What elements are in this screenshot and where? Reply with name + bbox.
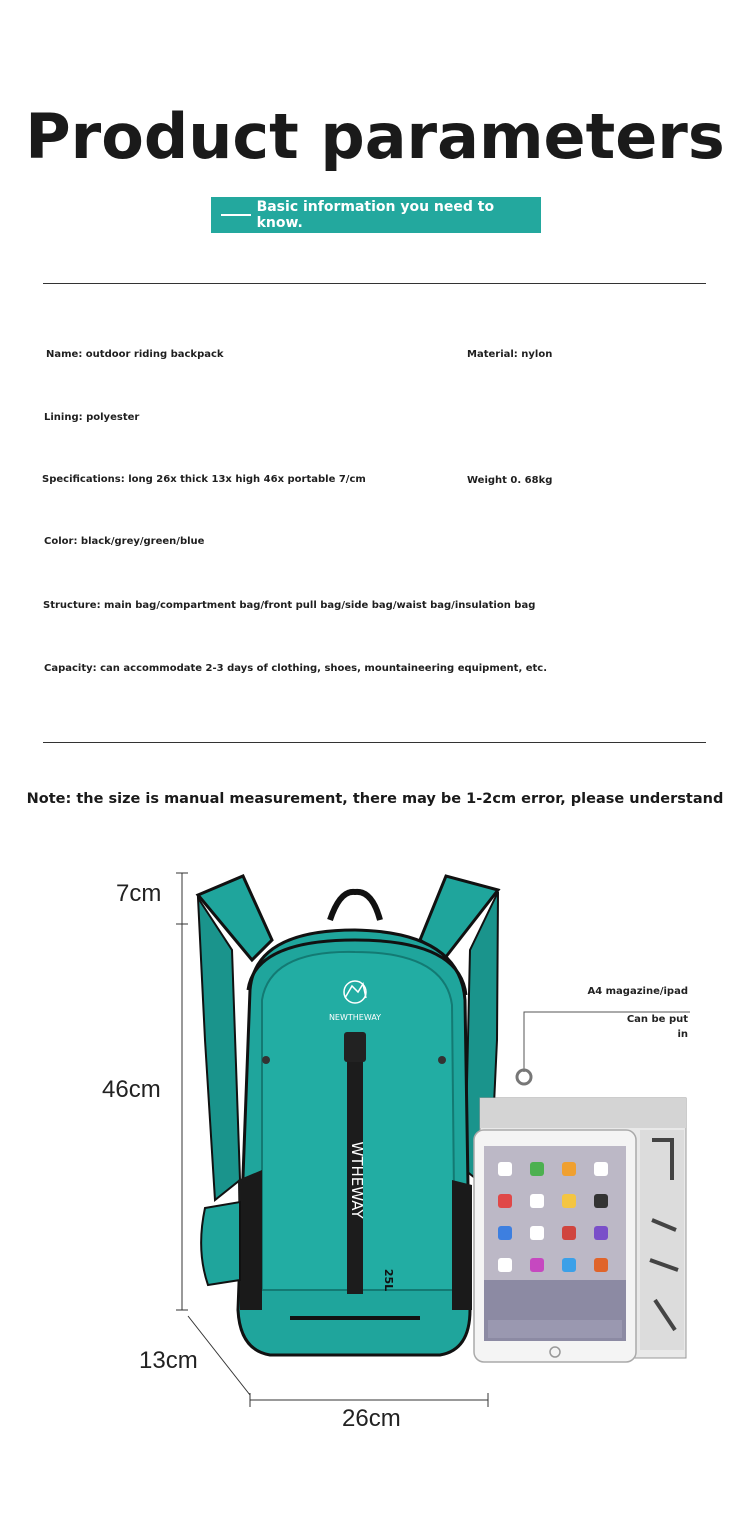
dimension-thickness-label: 13cm bbox=[139, 1347, 198, 1374]
callout-line-2: Can be put bbox=[626, 1014, 688, 1025]
divider-bottom bbox=[43, 742, 706, 743]
tablet-illustration bbox=[474, 1130, 636, 1362]
info-banner bbox=[211, 197, 541, 233]
dimension-width-label: 26cm bbox=[342, 1405, 401, 1432]
callout-line-3: in bbox=[677, 1029, 688, 1040]
spec-capacity: Capacity: can accommodate 2-3 days of clothing, shoes, mountaineering equipment, etc. bbox=[44, 663, 548, 674]
dimension-height-label: 46cm bbox=[102, 1076, 161, 1103]
banner-dash bbox=[221, 214, 251, 216]
backpack-illustration bbox=[198, 876, 498, 1355]
spec-structure: Structure: main bag/compartment bag/front pull bag/side bag/waist bag/insulation bag bbox=[43, 600, 536, 611]
product-photo bbox=[0, 840, 750, 1440]
dimension-handle-label: 7cm bbox=[116, 880, 162, 907]
spec-weight: Weight 0. 68kg bbox=[467, 475, 553, 486]
callout-line-1: A4 magazine/ipad bbox=[587, 986, 688, 997]
backpack-brand-text: NEWTHEWAY bbox=[328, 1013, 382, 1022]
banner-text: Basic information you need to know. bbox=[256, 199, 495, 231]
size-note: Note: the size is manual measurement, there may be 1-2cm error, please understand bbox=[26, 791, 724, 807]
strap-print-text: WTHEWAY bbox=[348, 1141, 366, 1219]
page-title: Product parameters bbox=[25, 100, 725, 173]
spec-color: Color: black/grey/green/blue bbox=[44, 536, 205, 547]
divider-top bbox=[43, 283, 706, 284]
spec-lining: Lining: polyester bbox=[44, 412, 140, 423]
spec-material: Material: nylon bbox=[467, 349, 553, 360]
volume-print-text: 25L bbox=[382, 1268, 395, 1292]
spec-name: Name: outdoor riding backpack bbox=[46, 349, 224, 360]
spec-specifications: Specifications: long 26x thick 13x high 46x portable 7/cm bbox=[42, 474, 366, 485]
